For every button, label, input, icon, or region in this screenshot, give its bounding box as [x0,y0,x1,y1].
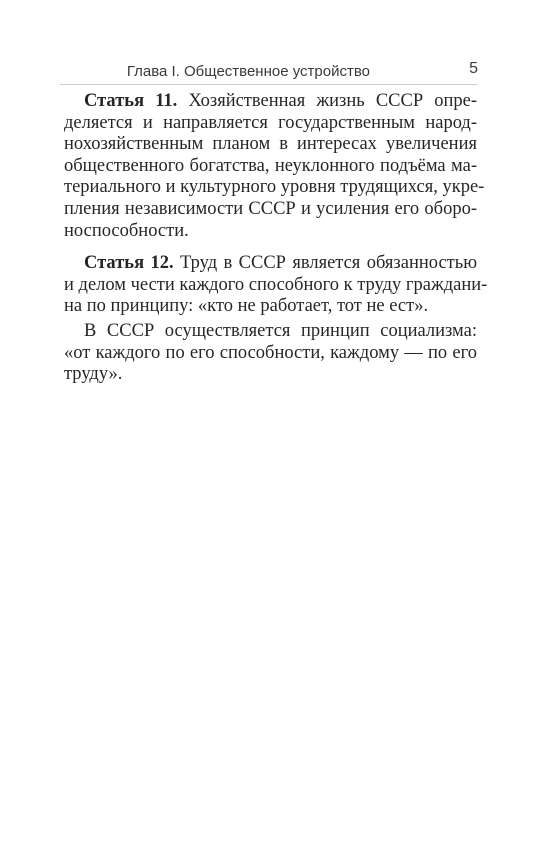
article-11-line-6: пления независимости СССР и усиления его оборо- [64,198,477,219]
article-11 [84,91,477,113]
running-header [60,60,478,85]
article-11-body [64,112,485,243]
article-12-p2-line-1: В СССР осуществляется принцип социализма: [84,320,477,341]
chapter-title: Глава I. Общественное устройство [126,63,370,80]
article-12 [84,253,477,275]
article-12-line-1: Труд в СССР является обязанностью [180,253,478,274]
article-11-label: Статья 11. [84,91,178,111]
body-text [64,91,488,386]
page-number: 5 [469,60,478,77]
article-11-line-7: носпособности. [64,220,189,241]
article-12-body [64,274,488,318]
article-11-line-1: Хозяйственная жизнь СССР опре- [188,91,478,111]
article-12-p2-line-3: труду». [64,364,123,385]
article-11-line-5: териального и культурного уровня трудящихся, укре- [64,177,485,198]
article-12-line-2: и делом чести каждого способного к труду граждани- [64,274,488,295]
article-12-line-3: на по принципу: «кто не работает, тот не ест». [64,296,429,317]
article-11-line-4: общественного богатства, неуклонного подъёма ма- [64,155,477,176]
article-11-line-2: деляется и направляется государственным народ- [64,112,477,133]
article-12-p2-line-2: «от каждого по его способности, каждому — по его [64,342,477,363]
article-12-label: Статья 12. [84,253,174,274]
article-12-paragraph-2 [84,321,477,343]
article-11-line-3: нохозяйственным планом в интересах увеличения [64,134,477,155]
